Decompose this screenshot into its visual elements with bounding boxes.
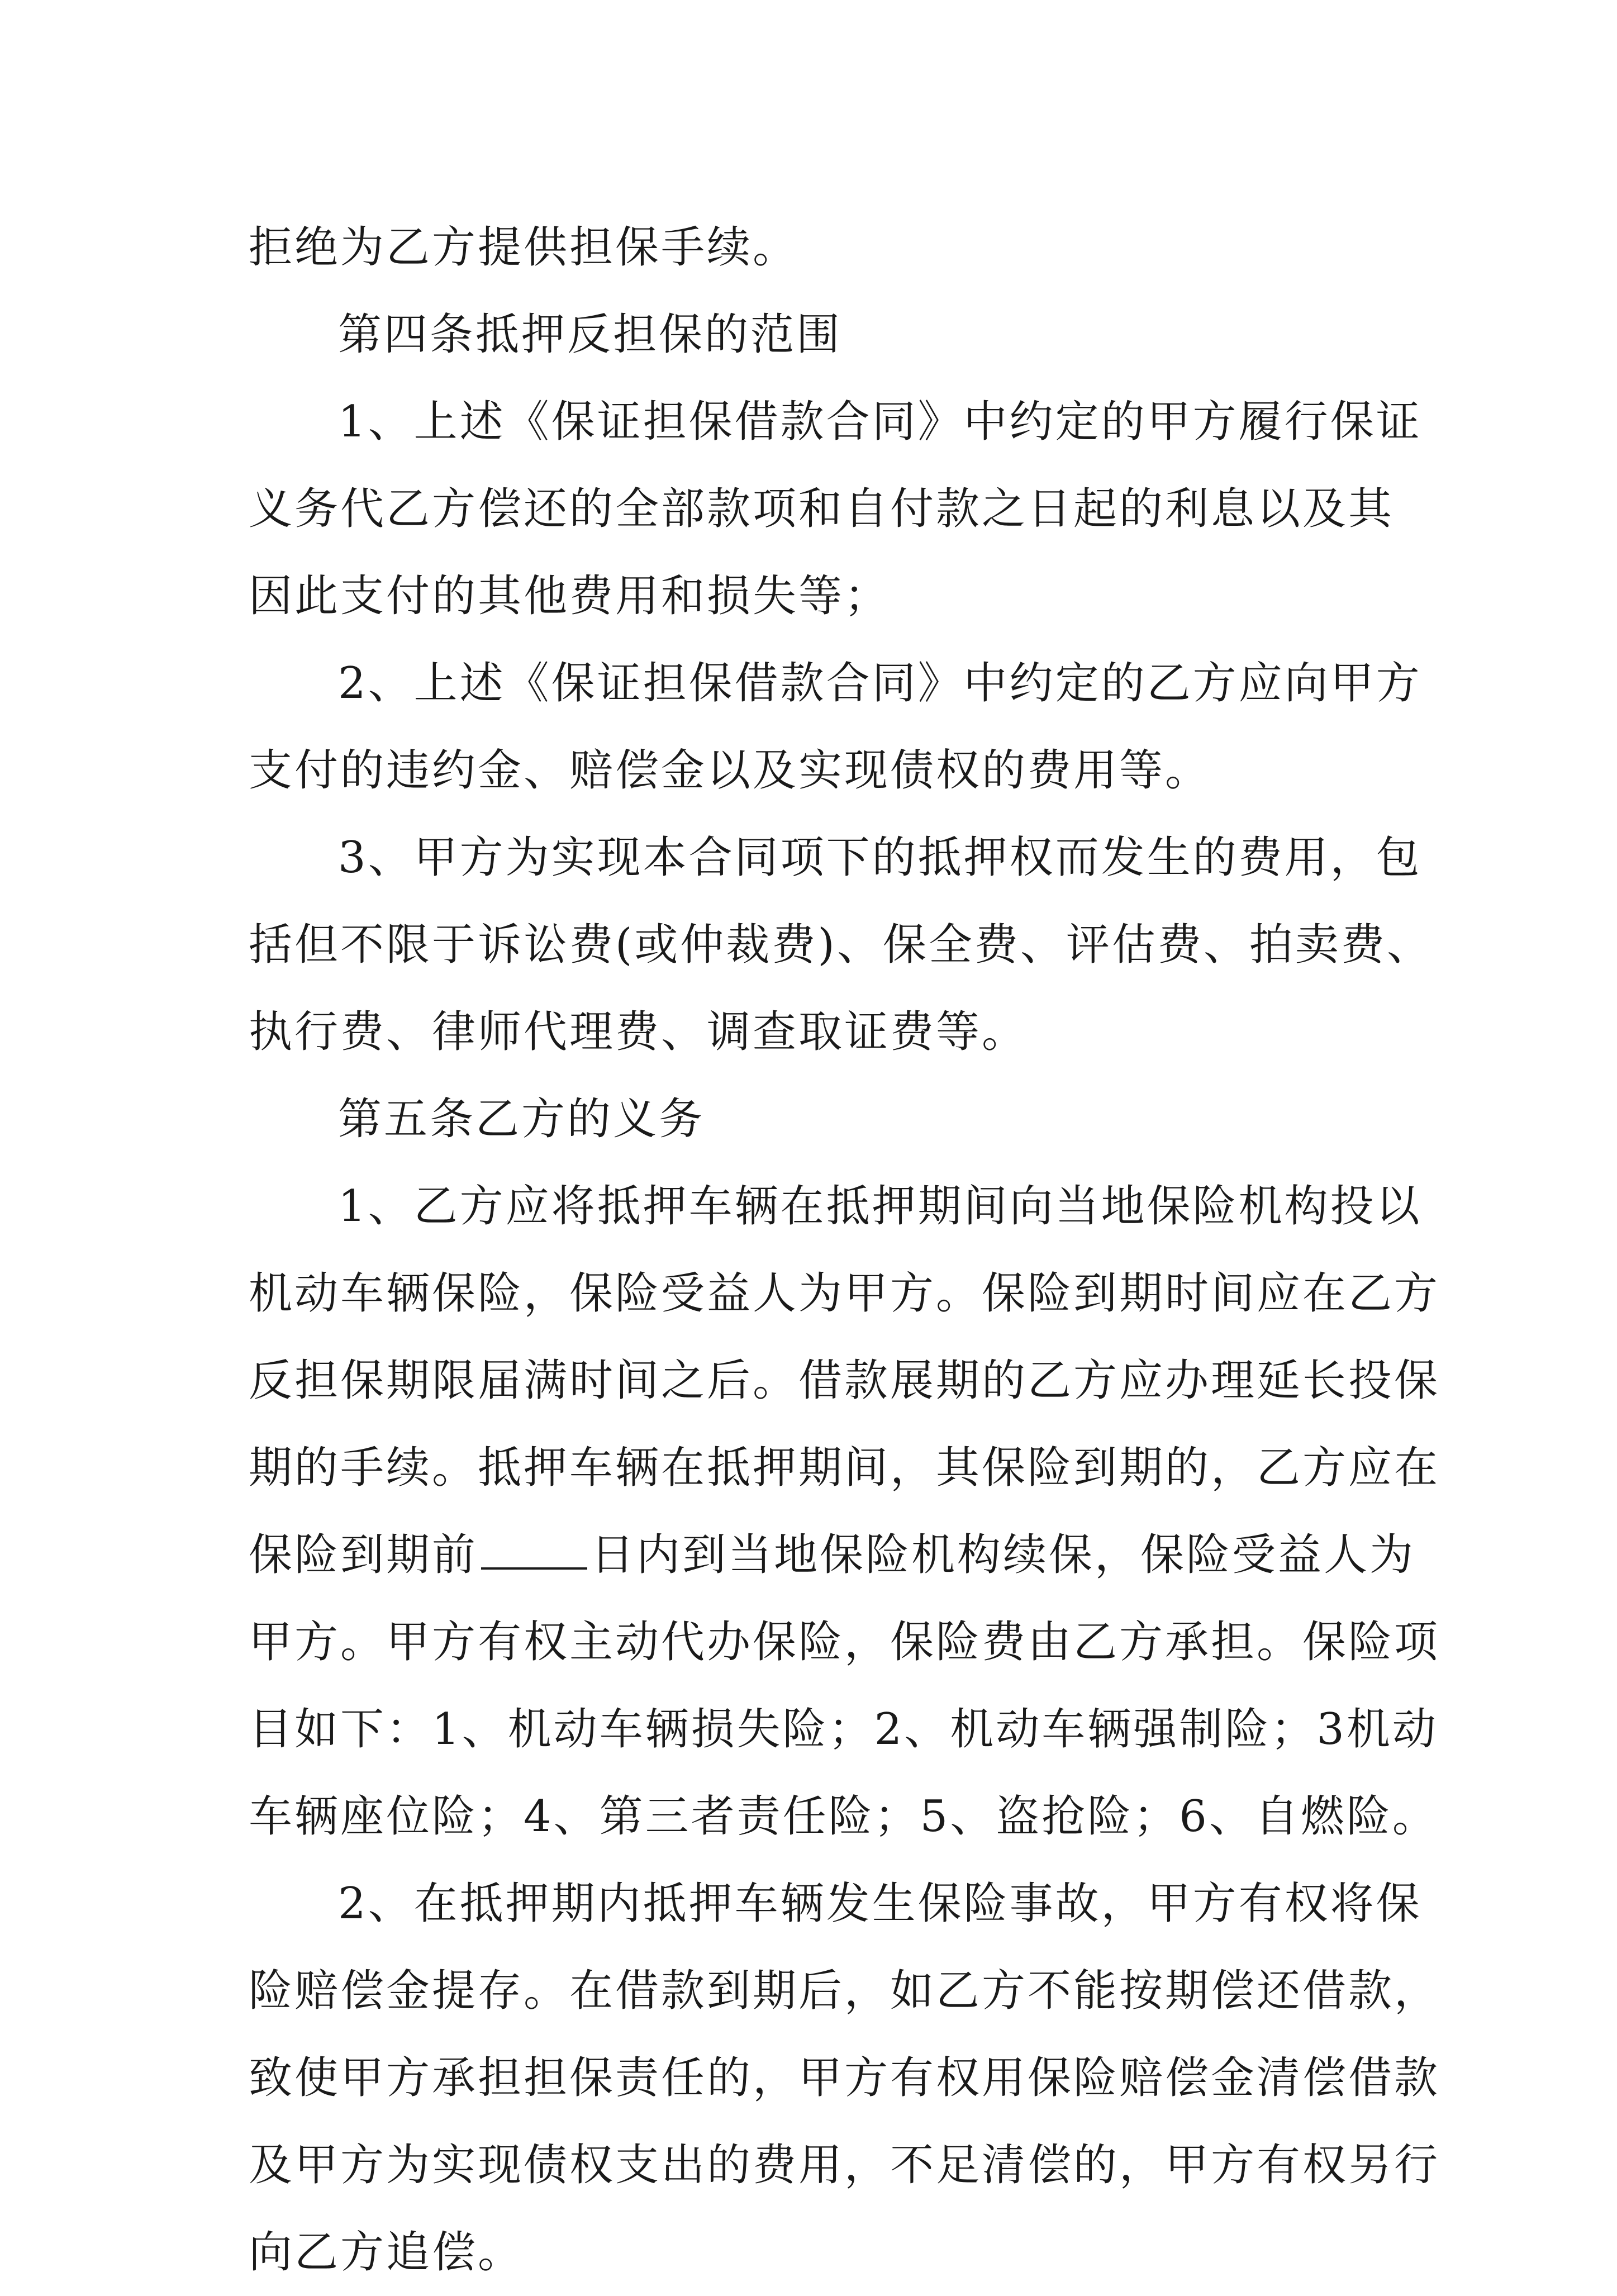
text-line-with-blank [249,1511,1416,1599]
text-line: 2、上述《保证担保借款合同》中约定的乙方应向甲方 [338,658,1422,709]
text-line: 机动车辆保险，保险受益人为甲方。保险到期时间应在乙方 [249,1268,1440,1319]
text-line: 及甲方为实现债权支出的费用，不足清偿的，甲方有权另行 [249,2140,1440,2190]
blank-suffix: 日内到当地保险机构续保，保险受益人为 [591,1530,1416,1580]
text-line: 1、乙方应将抵押车辆在抵押期间向当地保险机构投以 [338,1181,1422,1232]
section-heading: 第四条抵押反担保的范围 [338,310,843,360]
fill-in-blank [481,1530,587,1570]
text-line: 拒绝为乙方提供担保手续。 [249,222,799,273]
text-line: 致使甲方承担担保责任的，甲方有权用保险赔偿金清偿借款 [249,2053,1440,2103]
text-line: 因此支付的其他费用和损失等； [249,571,891,621]
document-body [249,204,1440,2296]
text-line: 执行费、律师代理费、调查取证费等。 [249,1007,1028,1057]
blank-prefix: 保险到期前 [249,1530,478,1580]
text-line: 括但不限于诉讼费(或仲裁费)、保全费、评估费、拍卖费、 [249,920,1433,970]
text-line: 义务代乙方偿还的全部款项和自付款之日起的利息以及其 [249,484,1395,534]
text-line: 险赔偿金提存。在借款到期后，如乙方不能按期偿还借款， [249,1966,1440,2016]
text-line: 支付的违约金、赔偿金以及实现债权的费用等。 [249,745,1211,796]
text-line: 目如下：1、机动车辆损失险；2、机动车辆强制险；3机动 [249,1704,1438,1755]
text-line: 2、在抵押期内抵押车辆发生保险事故，甲方有权将保 [338,1879,1422,1929]
text-line: 期的手续。抵押车辆在抵押期间，其保险到期的，乙方应在 [249,1443,1440,1493]
text-line: 车辆座位险；4、第三者责任险；5、盗抢险；6、自燃险。 [249,1791,1438,1842]
text-line: 3、甲方为实现本合同项下的抵押权而发生的费用，包 [338,833,1422,883]
text-line: 向乙方追偿。 [249,2227,524,2278]
section-heading: 第五条乙方的义务 [338,1094,705,1144]
text-line: 反担保期限届满时间之后。借款展期的乙方应办理延长投保 [249,1356,1440,1406]
text-line: 1、上述《保证担保借款合同》中约定的甲方履行保证 [338,397,1422,447]
text-line: 甲方。甲方有权主动代办保险，保险费由乙方承担。保险项 [249,1617,1440,1667]
